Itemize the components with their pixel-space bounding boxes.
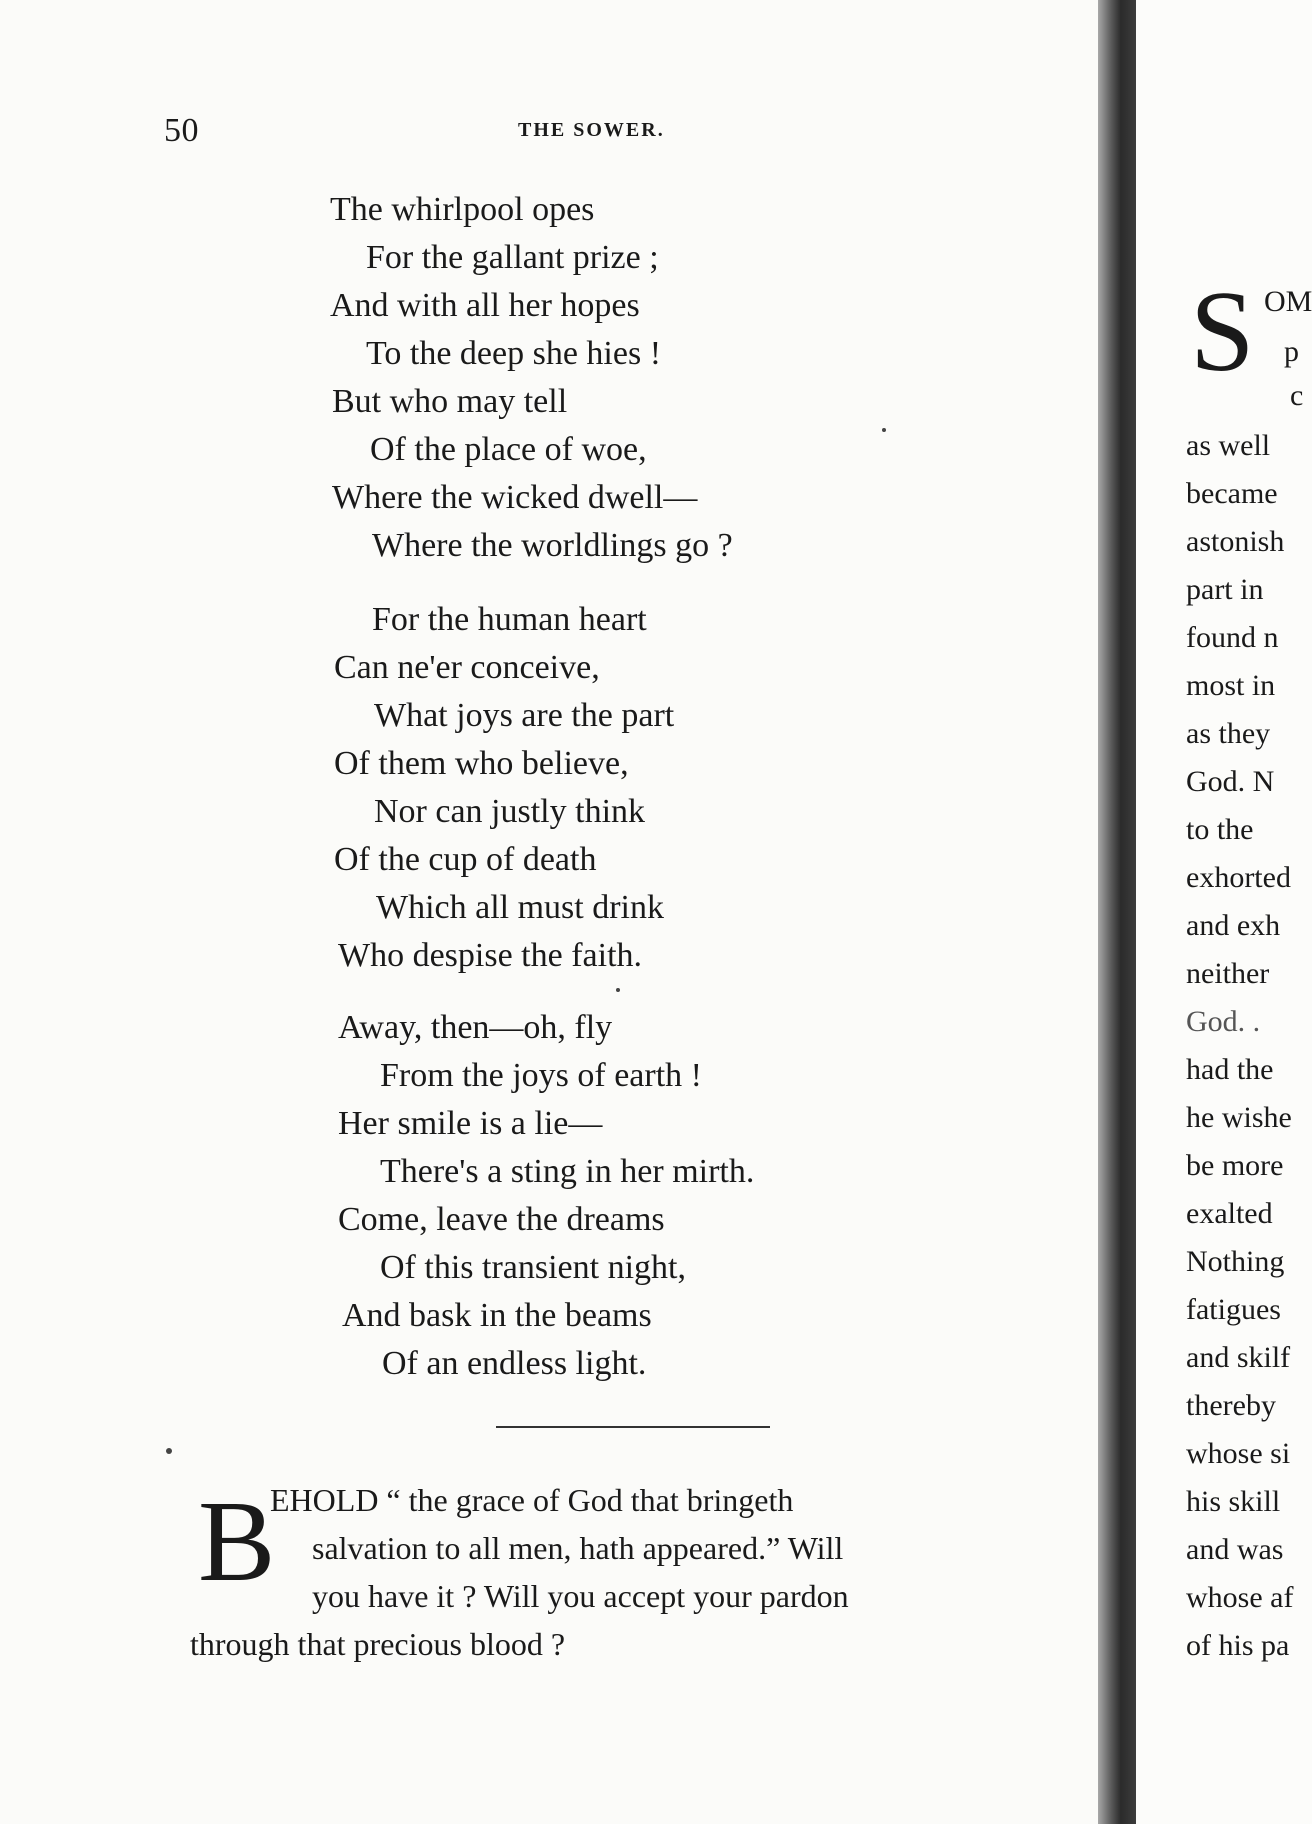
poem-line: Can ne'er conceive, <box>334 649 600 686</box>
prose-line: as they <box>1186 717 1271 750</box>
poem-line: Come, leave the dreams <box>338 1201 665 1238</box>
drop-cap: B <box>198 1478 276 1606</box>
poem-line: Of the place of woe, <box>370 431 647 468</box>
prose-line: fatigues <box>1186 1293 1281 1326</box>
prose-line: you have it ? Will you accept your pardon <box>312 1578 849 1614</box>
page-number: 50 <box>164 112 199 149</box>
prose-line: OM <box>1264 285 1312 318</box>
poem-line: To the deep she hies ! <box>366 335 662 372</box>
poem-line: Away, then—oh, fly <box>338 1009 613 1046</box>
prose-line: thereby <box>1186 1389 1276 1422</box>
prose-line: had the <box>1186 1053 1274 1086</box>
prose-line: part in <box>1186 573 1264 606</box>
prose-line: astonish <box>1186 525 1285 558</box>
poem-line: From the joys of earth ! <box>380 1057 702 1094</box>
poem-line: Which all must drink <box>376 889 665 926</box>
poem-line: Where the worldlings go ? <box>372 527 733 564</box>
prose-line: salvation to all men, hath appeared.” Will <box>312 1530 844 1566</box>
prose-line: whose si <box>1186 1437 1291 1470</box>
prose-line: whose af <box>1186 1581 1294 1614</box>
prose-line: as well <box>1186 429 1271 462</box>
prose-line: p <box>1284 335 1299 368</box>
poem-line: Of the cup of death <box>334 841 597 878</box>
prose-line: of his pa <box>1186 1629 1290 1662</box>
running-head: THE SOWER. <box>518 119 665 141</box>
poem-line: But who may tell <box>332 383 568 420</box>
prose-line: God. . <box>1186 1005 1261 1038</box>
prose-line: Nothing <box>1186 1245 1285 1278</box>
prose-line: and was <box>1186 1533 1284 1566</box>
book-gutter <box>1098 0 1136 1824</box>
poem-line: And bask in the beams <box>342 1297 652 1334</box>
prose-line: through that precious blood ? <box>190 1626 566 1662</box>
poem-line: Who despise the faith. <box>338 937 643 974</box>
poem-line: There's a sting in her mirth. <box>380 1153 755 1190</box>
prose-line: his skill <box>1186 1485 1281 1518</box>
poem-line: Where the wicked dwell— <box>332 479 698 516</box>
poem-line: Her smile is a lie— <box>338 1105 603 1142</box>
prose-line: be more <box>1186 1149 1284 1182</box>
prose-line: he wishe <box>1186 1101 1292 1134</box>
poem-line: Of this transient night, <box>380 1249 686 1286</box>
poem-line: What joys are the part <box>374 697 675 734</box>
poem-line: Nor can justly think <box>374 793 646 830</box>
prose-line: God. N <box>1186 765 1275 798</box>
prose-line: EHOLD “ the grace of God that bringeth <box>270 1482 794 1518</box>
right-page-text <box>1136 0 1312 1824</box>
section-divider <box>496 1426 770 1428</box>
prose-line: neither <box>1186 957 1270 990</box>
prose-line: c <box>1290 379 1304 412</box>
poem-line: Of them who believe, <box>334 745 629 782</box>
prose-line: found n <box>1186 621 1279 654</box>
prose-line: and exh <box>1186 909 1281 942</box>
prose-line: to the <box>1186 813 1254 846</box>
scan-speck <box>166 1448 172 1454</box>
poem-line: For the gallant prize ; <box>366 239 659 276</box>
prose-line: most in <box>1186 669 1276 702</box>
poem-line: For the human heart <box>372 601 647 638</box>
prose-line: exhorted <box>1186 861 1291 894</box>
drop-cap: S <box>1190 268 1255 396</box>
scan-speck <box>616 988 620 992</box>
poem-line: And with all her hopes <box>330 287 640 324</box>
prose-line: and skilf <box>1186 1341 1291 1374</box>
scan-speck <box>882 428 886 432</box>
poem-line: Of an endless light. <box>382 1345 647 1382</box>
prose-line: exalted <box>1186 1197 1273 1230</box>
prose-line: became <box>1186 477 1278 510</box>
poem-line: The whirlpool opes <box>330 191 595 228</box>
